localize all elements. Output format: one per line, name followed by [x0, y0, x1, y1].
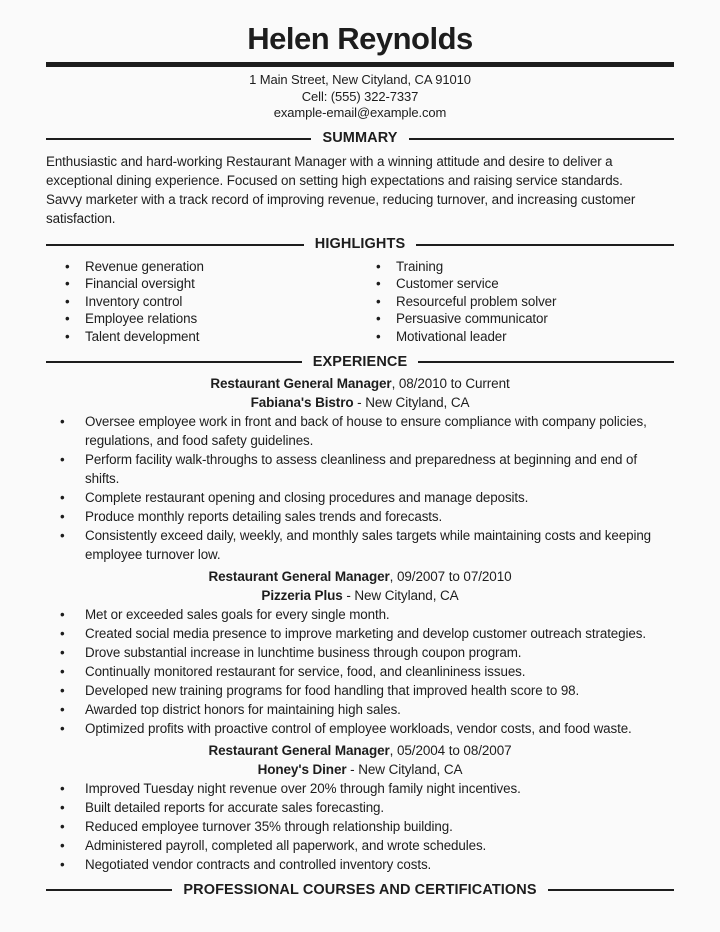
bullet-icon: [60, 798, 85, 817]
job-entry-1: [46, 374, 674, 564]
divider-line: [46, 244, 304, 246]
contact-phone: Cell: (555) 322-7337: [301, 88, 419, 104]
job-title: Restaurant General Manager: [208, 743, 390, 759]
job-entry-3: [46, 741, 674, 874]
job-title-line: [46, 741, 674, 760]
bullet-icon: [60, 488, 85, 507]
divider-line: [548, 889, 674, 891]
job-title: Restaurant General Manager: [210, 376, 392, 392]
divider-line: [46, 138, 311, 140]
bullet-text: Produce monthly reports detailing sales trends and forecasts.: [85, 509, 443, 525]
bullet-icon: [65, 310, 85, 328]
highlight-text: Employee relations: [85, 311, 198, 327]
list-item: [60, 507, 674, 526]
list-item: [60, 488, 674, 507]
bullet-text: Complete restaurant opening and closing procedures and manage deposits.: [85, 490, 529, 506]
bullet-icon: [60, 817, 85, 836]
list-item: [60, 526, 674, 564]
highlight-text: Financial oversight: [85, 276, 195, 292]
job-dates: , 08/2010 to Current: [391, 376, 510, 392]
list-item: [60, 798, 674, 817]
list-item: [376, 328, 674, 346]
job-company-line: [46, 760, 674, 779]
list-item: [65, 275, 360, 293]
highlight-text: Training: [396, 258, 444, 274]
divider-line: [46, 361, 302, 363]
list-item: [60, 836, 674, 855]
list-item: [60, 662, 674, 681]
bullet-icon: [60, 719, 85, 738]
bullet-icon: [60, 643, 85, 662]
section-experience: [46, 352, 674, 874]
highlights-column-left: [46, 258, 360, 346]
job-location: - New Cityland, CA: [342, 588, 459, 604]
job-company: Fabiana's Bistro: [250, 395, 354, 411]
bullet-icon: [60, 662, 85, 681]
bullet-icon: [60, 624, 85, 643]
list-item: [60, 779, 674, 798]
highlights-grid: [46, 258, 674, 346]
contact-address: 1 Main Street, New Cityland, CA 91010: [249, 72, 471, 87]
job-bullet-list: [46, 412, 674, 564]
bullet-icon: [60, 836, 85, 855]
job-title: Restaurant General Manager: [208, 569, 390, 585]
list-item: [60, 450, 674, 488]
bullet-icon: [60, 605, 85, 624]
job-title-line: [46, 567, 674, 586]
job-location: - New Cityland, CA: [353, 395, 470, 411]
highlight-text: Persuasive communicator: [396, 311, 548, 327]
bullet-icon: [376, 258, 396, 276]
resume-header: [46, 22, 674, 122]
job-dates: , 09/2007 to 07/2010: [389, 569, 512, 585]
list-item: [376, 275, 674, 293]
job-title-line: [46, 374, 674, 393]
list-item: [60, 624, 674, 643]
bullet-icon: [65, 293, 85, 311]
bullet-text: Administered payroll, completed all paperwork, and wrote schedules.: [85, 838, 487, 854]
list-item: [65, 293, 360, 311]
job-company-line: [46, 586, 674, 605]
bullet-text: Oversee employee work in front and back of house to ensure compliance with company policies, regulations, and food safety guidelines.: [85, 414, 647, 449]
divider-line: [409, 138, 674, 140]
highlights-column-right: [360, 258, 674, 346]
bullet-text: Developed new training programs for food handling that improved health score to 98.: [85, 683, 580, 699]
job-bullet-list: [46, 779, 674, 874]
section-title-summary: SUMMARY: [322, 130, 398, 146]
list-item: [60, 643, 674, 662]
job-location: - New Cityland, CA: [346, 762, 463, 778]
list-item: [376, 293, 674, 311]
bullet-icon: [60, 507, 85, 526]
bullet-icon: [60, 700, 85, 719]
highlight-text: Resourceful problem solver: [396, 293, 557, 309]
section-highlights: [46, 235, 674, 346]
section-title-certifications: PROFESSIONAL COURSES AND CERTIFICATIONS: [183, 881, 537, 898]
bullet-text: Perform facility walk-throughs to assess cleanliness and preparedness at beginning and end of shifts.: [85, 452, 637, 487]
bullet-text: Consistently exceed daily, weekly, and monthly sales targets while maintaining costs and keeping employee turnover low.: [85, 528, 652, 563]
list-item: [60, 605, 674, 624]
list-item: [376, 310, 674, 328]
bullet-icon: [65, 258, 85, 276]
list-item: [60, 681, 674, 700]
bullet-icon: [65, 275, 85, 293]
bullet-icon: [376, 275, 396, 293]
section-certifications: [46, 880, 674, 899]
list-item: [65, 258, 360, 276]
divider-line: [416, 244, 674, 246]
section-summary: [46, 129, 674, 228]
job-dates: , 05/2004 to 08/2007: [389, 743, 512, 759]
job-bullet-list: [46, 605, 674, 738]
bullet-icon: [65, 328, 85, 346]
bullet-icon: [376, 328, 396, 346]
list-item: [376, 258, 674, 276]
contact-email: example-email@example.com: [273, 105, 447, 120]
bullet-text: Met or exceeded sales goals for every single month.: [85, 607, 390, 623]
job-entry-2: [46, 567, 674, 738]
bullet-icon: [376, 293, 396, 311]
bullet-text: Created social media presence to improve marketing and develop customer outreach strategies.: [85, 626, 646, 642]
bullet-icon: [60, 526, 85, 545]
section-header-summary: [46, 129, 674, 148]
bullet-icon: [376, 310, 396, 328]
bullet-icon: [60, 412, 85, 431]
bullet-icon: [60, 855, 85, 874]
candidate-name: Helen Reynolds: [247, 21, 473, 56]
section-header-highlights: [46, 235, 674, 254]
bullet-icon: [60, 779, 85, 798]
list-item: [60, 817, 674, 836]
section-header-certifications: [46, 880, 674, 899]
divider-line: [46, 889, 172, 891]
list-item: [60, 700, 674, 719]
bullet-text: Awarded top district honors for maintaining high sales.: [85, 702, 401, 718]
list-item: [65, 310, 360, 328]
bullet-text: Improved Tuesday night revenue over 20% through family night incentives.: [85, 781, 521, 797]
bullet-text: Continually monitored restaurant for service, food, and cleanlininess issues.: [85, 664, 526, 680]
list-item: [60, 855, 674, 874]
summary-text: Enthusiastic and hard-working Restaurant Manager with a winning attitude and desire to deliver a exceptional dining experience. Focused on setting high expectations and raising service standards. Savvy marketer with a track record of improving revenue, reducing turnover, and increasing customer satisfaction.: [46, 153, 636, 226]
section-header-experience: [46, 352, 674, 371]
bullet-text: Negotiated vendor contracts and controlled inventory costs.: [85, 857, 432, 873]
bullet-icon: [60, 681, 85, 700]
list-item: [60, 412, 674, 450]
header-double-rule: [46, 62, 674, 67]
highlight-text: Motivational leader: [396, 328, 507, 344]
list-item: [60, 719, 674, 738]
contact-block: [46, 72, 674, 122]
bullet-text: Built detailed reports for accurate sales forecasting.: [85, 800, 385, 816]
highlight-text: Inventory control: [85, 293, 183, 309]
list-item: [65, 328, 360, 346]
highlight-text: Talent development: [85, 328, 200, 344]
section-title-experience: EXPERIENCE: [312, 353, 408, 370]
section-title-highlights: HIGHLIGHTS: [314, 236, 406, 252]
job-company: Honey's Diner: [257, 762, 347, 778]
job-company: Pizzeria Plus: [261, 588, 343, 604]
bullet-icon: [60, 450, 85, 469]
highlight-text: Customer service: [396, 276, 499, 292]
bullet-text: Drove substantial increase in lunchtime business through coupon program.: [85, 645, 522, 661]
highlight-text: Revenue generation: [85, 258, 204, 274]
job-company-line: [46, 393, 674, 412]
bullet-text: Reduced employee turnover 35% through relationship building.: [85, 819, 453, 835]
divider-line: [418, 361, 674, 363]
bullet-text: Optimized profits with proactive control of employee workloads, vendor costs, and food waste.: [85, 721, 632, 737]
